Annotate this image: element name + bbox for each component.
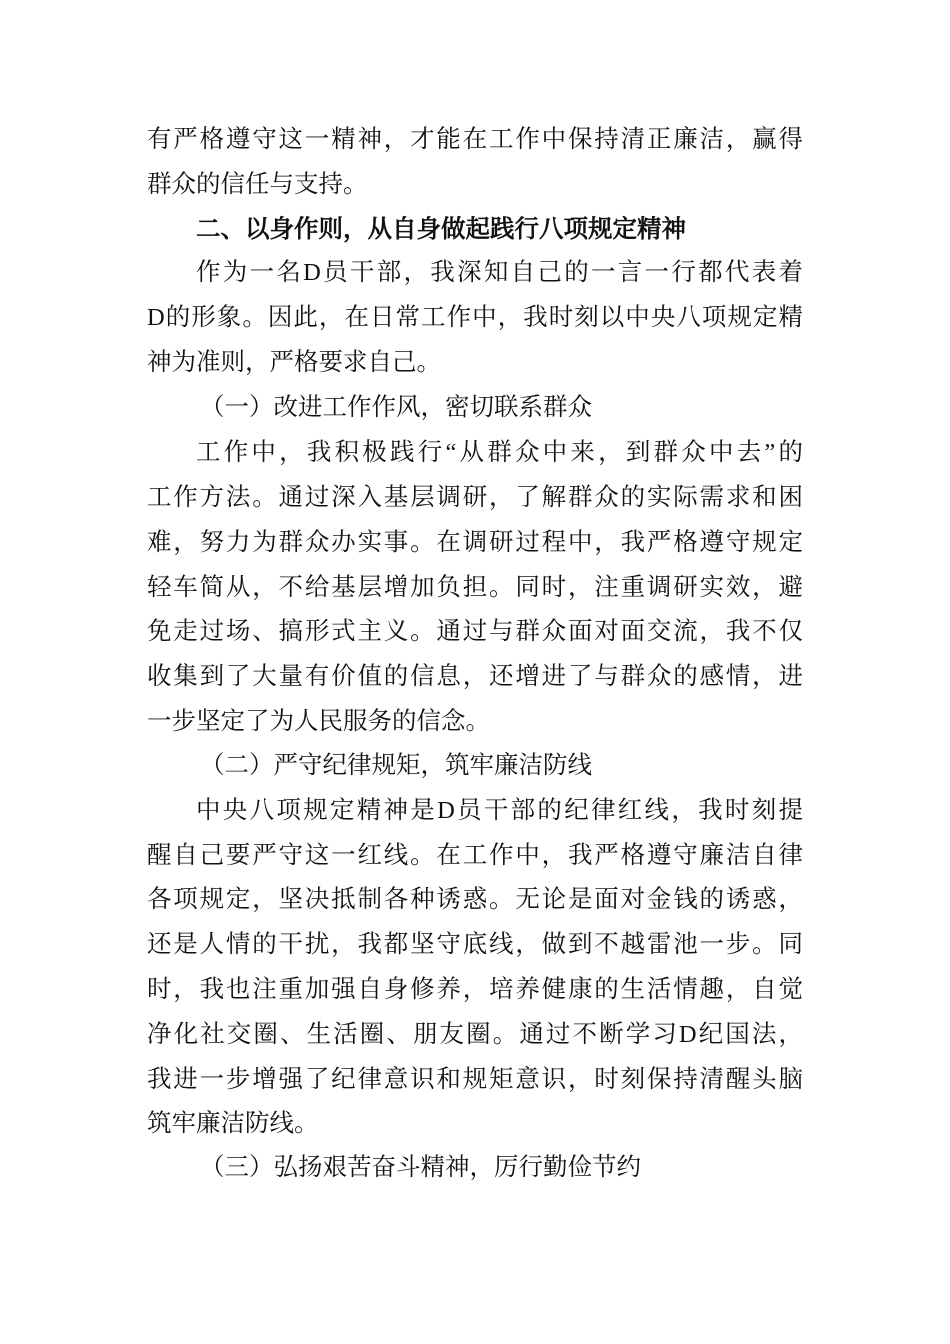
body-text-line: 轻车简从，不给基层增加负担。同时，注重调研实效，避 (147, 574, 803, 601)
body-text-line: 一步坚定了为人民服务的信念。 (147, 708, 490, 735)
body-text-line: 群众的信任与支持。 (147, 171, 368, 198)
section-heading: 二、以身作则，从自身做起践行八项规定精神 (196, 216, 686, 243)
subsection-heading: （三）弘扬艰苦奋斗精神，厉行勤俭节约 (200, 1154, 641, 1181)
body-text-line: 神为准则，严格要求自己。 (147, 349, 441, 376)
body-text-line: 工作方法。通过深入基层调研，了解群众的实际需求和困 (147, 484, 803, 511)
body-text-line: D的形象。因此，在日常工作中，我时刻以中央八项规定精 (147, 304, 803, 331)
body-text-line: 难，努力为群众办实事。在调研过程中，我严格遵守规定 (147, 529, 803, 556)
body-text-line: 我进一步增强了纪律意识和规矩意识，时刻保持清醒头脑 (147, 1066, 803, 1093)
body-text-line: 作为一名D员干部，我深知自己的一言一行都代表着 (196, 259, 803, 286)
body-text-line: 中央八项规定精神是D员干部的纪律红线，我时刻提 (196, 797, 803, 824)
body-text-line: 工作中，我积极践行“从群众中来，到群众中去”的 (196, 439, 803, 466)
subsection-heading: （一）改进工作作风，密切联系群众 (200, 394, 592, 421)
subsection-heading: （二）严守纪律规矩，筑牢廉洁防线 (200, 752, 592, 779)
body-text-line: 筑牢廉洁防线。 (147, 1110, 319, 1137)
body-text-line: 收集到了大量有价值的信息，还增进了与群众的感情，进 (147, 663, 803, 690)
body-text-line: 醒自己要严守这一红线。在工作中，我严格遵守廉洁自律 (147, 842, 803, 869)
body-text-line: 免走过场、搞形式主义。通过与群众面对面交流，我不仅 (147, 618, 803, 645)
body-text-line: 各项规定，坚决抵制各种诱惑。无论是面对金钱的诱惑， (147, 886, 803, 913)
body-text-line: 时，我也注重加强自身修养，培养健康的生活情趣，自觉 (147, 976, 803, 1003)
body-text-line: 还是人情的干扰，我都坚守底线，做到不越雷池一步。同 (147, 931, 803, 958)
body-text-line: 净化社交圈、生活圈、朋友圈。通过不断学习D纪国法， (147, 1021, 803, 1048)
body-text-line: 有严格遵守这一精神，才能在工作中保持清正廉洁，赢得 (147, 126, 803, 153)
